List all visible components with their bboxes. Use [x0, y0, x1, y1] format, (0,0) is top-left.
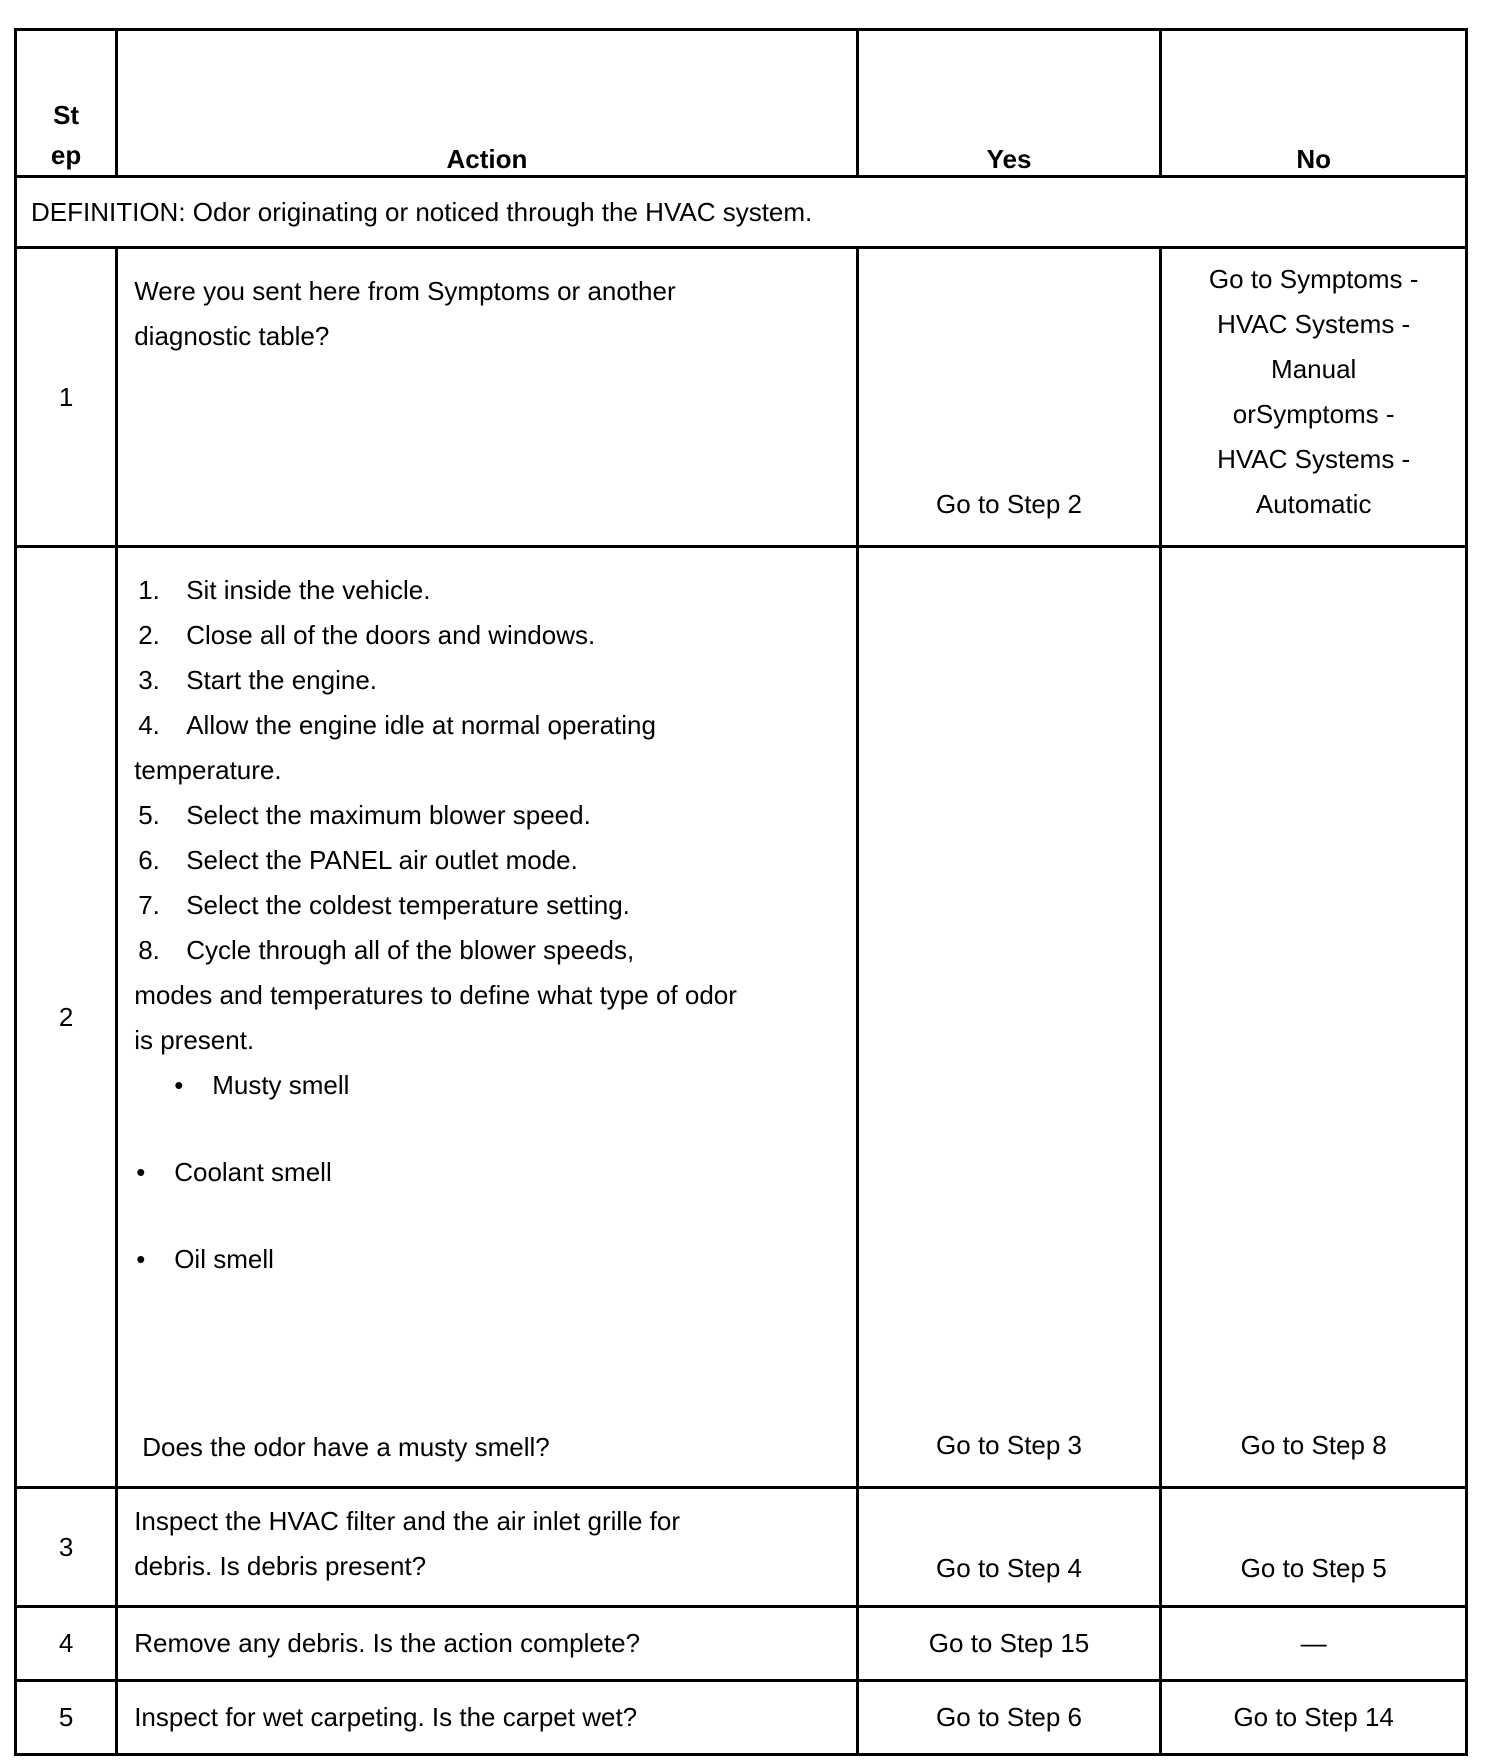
no-cell: —: [1161, 1607, 1467, 1681]
diagnostic-table: [14, 28, 1468, 1756]
action-cell: Inspect for wet carpeting. Is the carpet wet?: [117, 1681, 858, 1755]
action-cell: [117, 547, 858, 1488]
bullet-item: • Musty smell: [174, 1063, 840, 1108]
table-row: [16, 1681, 1467, 1755]
action-cell: [117, 1488, 858, 1607]
list-item: 1. Sit inside the vehicle.: [138, 575, 431, 605]
header-action: Action: [117, 30, 858, 177]
header-step-line-1: St: [53, 100, 80, 130]
header-step: [16, 30, 117, 177]
list-item: 7. Select the coldest temperature setting.: [138, 890, 630, 920]
action-cell: Remove any debris. Is the action complete?: [117, 1607, 858, 1681]
step-number: 3: [16, 1488, 117, 1607]
list-item-continuation: is present.: [134, 1025, 255, 1055]
yes-cell: Go to Step 6: [857, 1681, 1161, 1755]
header-step-line-2: ep: [50, 140, 82, 170]
bullet-item: • Oil smell: [134, 1237, 840, 1282]
list-item: 4. Allow the engine idle at normal operating: [138, 710, 656, 740]
list-item: 6. Select the PANEL air outlet mode.: [138, 845, 578, 875]
bullet-icon: •: [136, 1244, 146, 1274]
action-line: Inspect the HVAC filter and the air inlet grille for: [134, 1506, 680, 1536]
no-line: Go to Symptoms -: [1208, 264, 1419, 294]
no-cell: Go to Step 5: [1161, 1488, 1467, 1607]
no-line: HVAC Systems -: [1217, 309, 1411, 339]
no-cell: [1161, 248, 1467, 547]
yes-cell: Go to Step 15: [857, 1607, 1161, 1681]
table-row: [16, 248, 1467, 547]
header-row: [16, 30, 1467, 177]
list-item: 5. Select the maximum blower speed.: [138, 800, 591, 830]
list-item-continuation: modes and temperatures to define what type of odor: [134, 980, 737, 1010]
header-no: No: [1161, 30, 1467, 177]
no-line: Automatic: [1255, 489, 1372, 519]
bullet-icon: •: [174, 1070, 184, 1100]
yes-cell: Go to Step 2: [857, 248, 1161, 547]
action-line: Were you sent here from Symptoms or another: [134, 276, 676, 306]
list-item-continuation: temperature.: [134, 755, 282, 785]
header-yes: Yes: [857, 30, 1161, 177]
no-cell: Go to Step 8: [1161, 547, 1467, 1488]
step-number: 5: [16, 1681, 117, 1755]
yes-cell: Go to Step 4: [857, 1488, 1161, 1607]
bullet-item: • Coolant smell: [134, 1150, 840, 1195]
step-number: 2: [16, 547, 117, 1488]
no-cell: Go to Step 14: [1161, 1681, 1467, 1755]
action-question: Does the odor have a musty smell?: [142, 1432, 550, 1462]
action-cell: [117, 248, 858, 547]
yes-cell: Go to Step 3: [857, 547, 1161, 1488]
no-line: Manual: [1271, 354, 1357, 384]
table-row: [16, 1607, 1467, 1681]
definition-row: [16, 177, 1467, 248]
definition-text: DEFINITION: Odor originating or noticed through the HVAC system.: [16, 177, 1467, 248]
action-line: debris. Is debris present?: [134, 1551, 427, 1581]
no-line: HVAC Systems -: [1217, 444, 1411, 474]
bullet-icon: •: [136, 1157, 146, 1187]
list-item: 8. Cycle through all of the blower speeds,: [138, 935, 635, 965]
table-row: [16, 1488, 1467, 1607]
list-item: 2. Close all of the doors and windows.: [138, 620, 596, 650]
step-number: 1: [16, 248, 117, 547]
no-line: orSymptoms -: [1232, 399, 1395, 429]
step-number: 4: [16, 1607, 117, 1681]
table-row: [16, 547, 1467, 1488]
action-line: diagnostic table?: [134, 321, 330, 351]
list-item: 3. Start the engine.: [138, 665, 378, 695]
